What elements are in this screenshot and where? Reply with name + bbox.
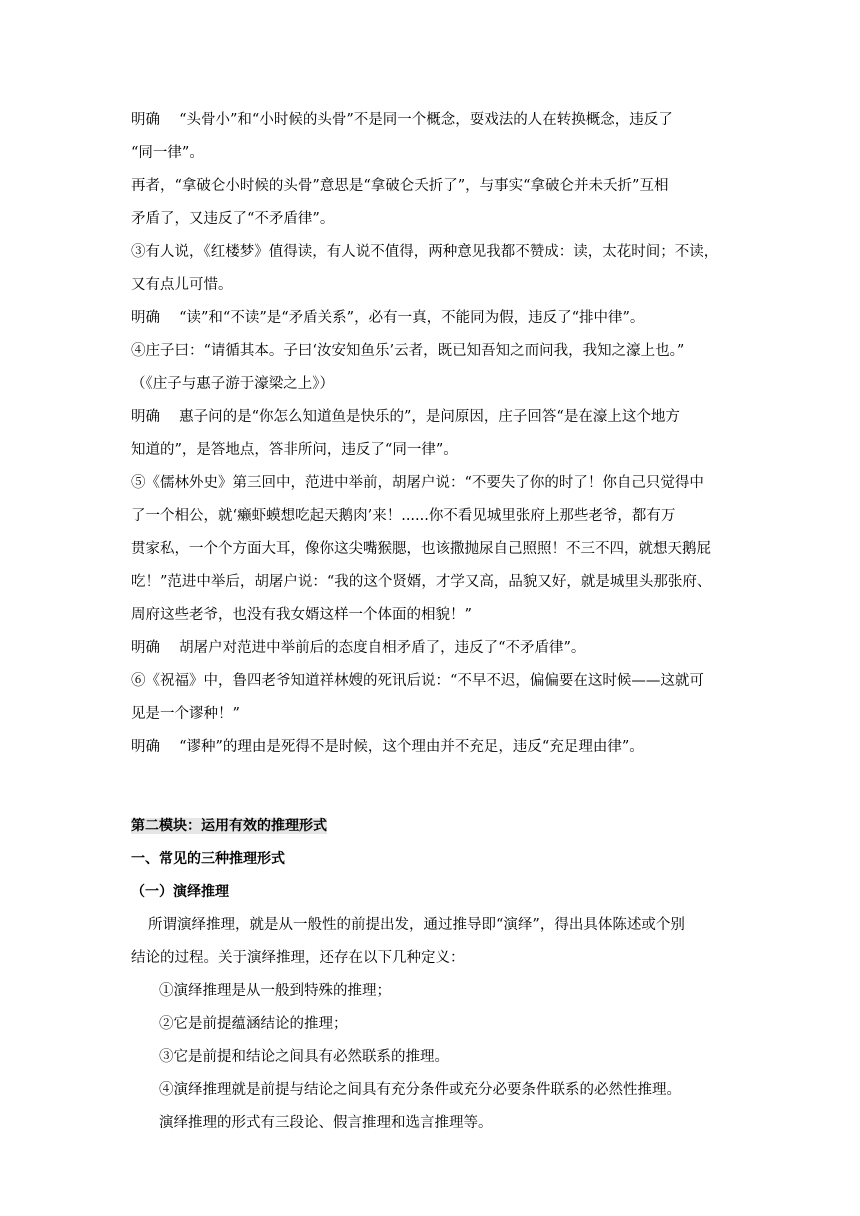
definition-item: ③它是前提和结论之间具有必然联系的推理。 — [159, 1049, 449, 1065]
text-line: ④庄子曰：“请循其本。子曰‘汝安知鱼乐’云者，既已知吾知之而问我，我知之濠上也。” — [131, 343, 685, 359]
text-line: 知道的”，是答地点，答非所问，违反了“同一律”。 — [131, 442, 458, 458]
text-line: 贯家私，一个个方面大耳，像你这尖嘴猴腮，也该撒抛尿自己照照！不三不四，就想天鹅屁 — [131, 541, 711, 557]
text-line: 明确 惠子问的是“你怎么知道鱼是快乐的”，是问原因，庄子回答“是在濠上这个地方 — [131, 409, 680, 425]
definition-item: ②它是前提蕴涵结论的推理； — [159, 1016, 348, 1032]
definition-item: ①演绎推理是从一般到特殊的推理； — [159, 983, 391, 999]
module-heading — [131, 810, 731, 843]
text-line: 见是一个谬种！” — [131, 706, 240, 722]
body-text-block — [131, 104, 731, 764]
text-line: 又有点儿可惜。 — [131, 277, 233, 293]
text-line: ③有人说，《红楼梦》值得读，有人说不值得，两种意见我都不赞成：读，太花时间；不读， — [131, 244, 719, 260]
subsection-heading: （一）演绎推理 — [131, 884, 229, 900]
text-line: ⑥《祝福》中，鲁四老爷知道祥林嫂的死讯后说：“不早不迟，偏偏要在这时候——这就可 — [131, 673, 704, 689]
text-line: “同一律”。 — [131, 145, 204, 161]
text-line: 吃！”范进中举后，胡屠户说：“我的这个贤婿，才学又高，品貌又好，就是城里头那张府、 — [131, 574, 712, 590]
module-section — [131, 810, 731, 1140]
text-line: 再者，“拿破仑小时候的头骨”意思是“拿破仑夭折了”，与事实“拿破仑并未夭折”互相 — [131, 178, 669, 194]
intro-line: 结论的过程。关于演绎推理，还存在以下几种定义： — [131, 950, 465, 966]
text-line: 周府这些老爷，也没有我女婿这样一个体面的相貌！” — [131, 607, 472, 623]
text-line: 明确 “头骨小”和“小时候的头骨”不是同一个概念，耍戏法的人在转换概念，违反了 — [131, 112, 673, 128]
text-line: 明确 “谬种”的理由是死得不是时候，这个理由并不充足，违反“充足理由律”。 — [131, 739, 644, 755]
text-line: （《庄子与惠子游于濠梁之上》） — [131, 376, 334, 392]
text-line: 明确 “读”和“不读”是“矛盾关系”，必有一真，不能同为假，违反了“排中律”。 — [131, 310, 645, 326]
text-line: 明确 胡屠户对范进中举前后的态度自相矛盾了，违反了“不矛盾律”。 — [131, 640, 586, 656]
module-heading-text: 第二模块：运用有效的推理形式 — [131, 818, 327, 834]
text-line: 矛盾了，又违反了“不矛盾律”。 — [131, 211, 335, 227]
summary-line: 演绎推理的形式有三段论、假言推理和选言推理等。 — [159, 1115, 493, 1131]
intro-line: 所谓演绎推理，就是从一般性的前提出发，通过推导即“演绎”，得出具体陈述或个别 — [148, 917, 685, 933]
section-heading: 一、常见的三种推理形式 — [131, 851, 285, 867]
text-line: 了一个相公，就‘癞虾蟆想吃起天鹅肉’来！......你不看见城里张府上那些老爷，都有万 — [131, 508, 676, 524]
definition-item: ④演绎推理就是前提与结论之间具有充分条件或充分必要条件联系的必然性推理。 — [159, 1082, 681, 1098]
text-line: ⑤《儒林外史》第三回中，范进中举前，胡屠户说：“不要失了你的时了！你自己只觉得中 — [131, 475, 704, 491]
